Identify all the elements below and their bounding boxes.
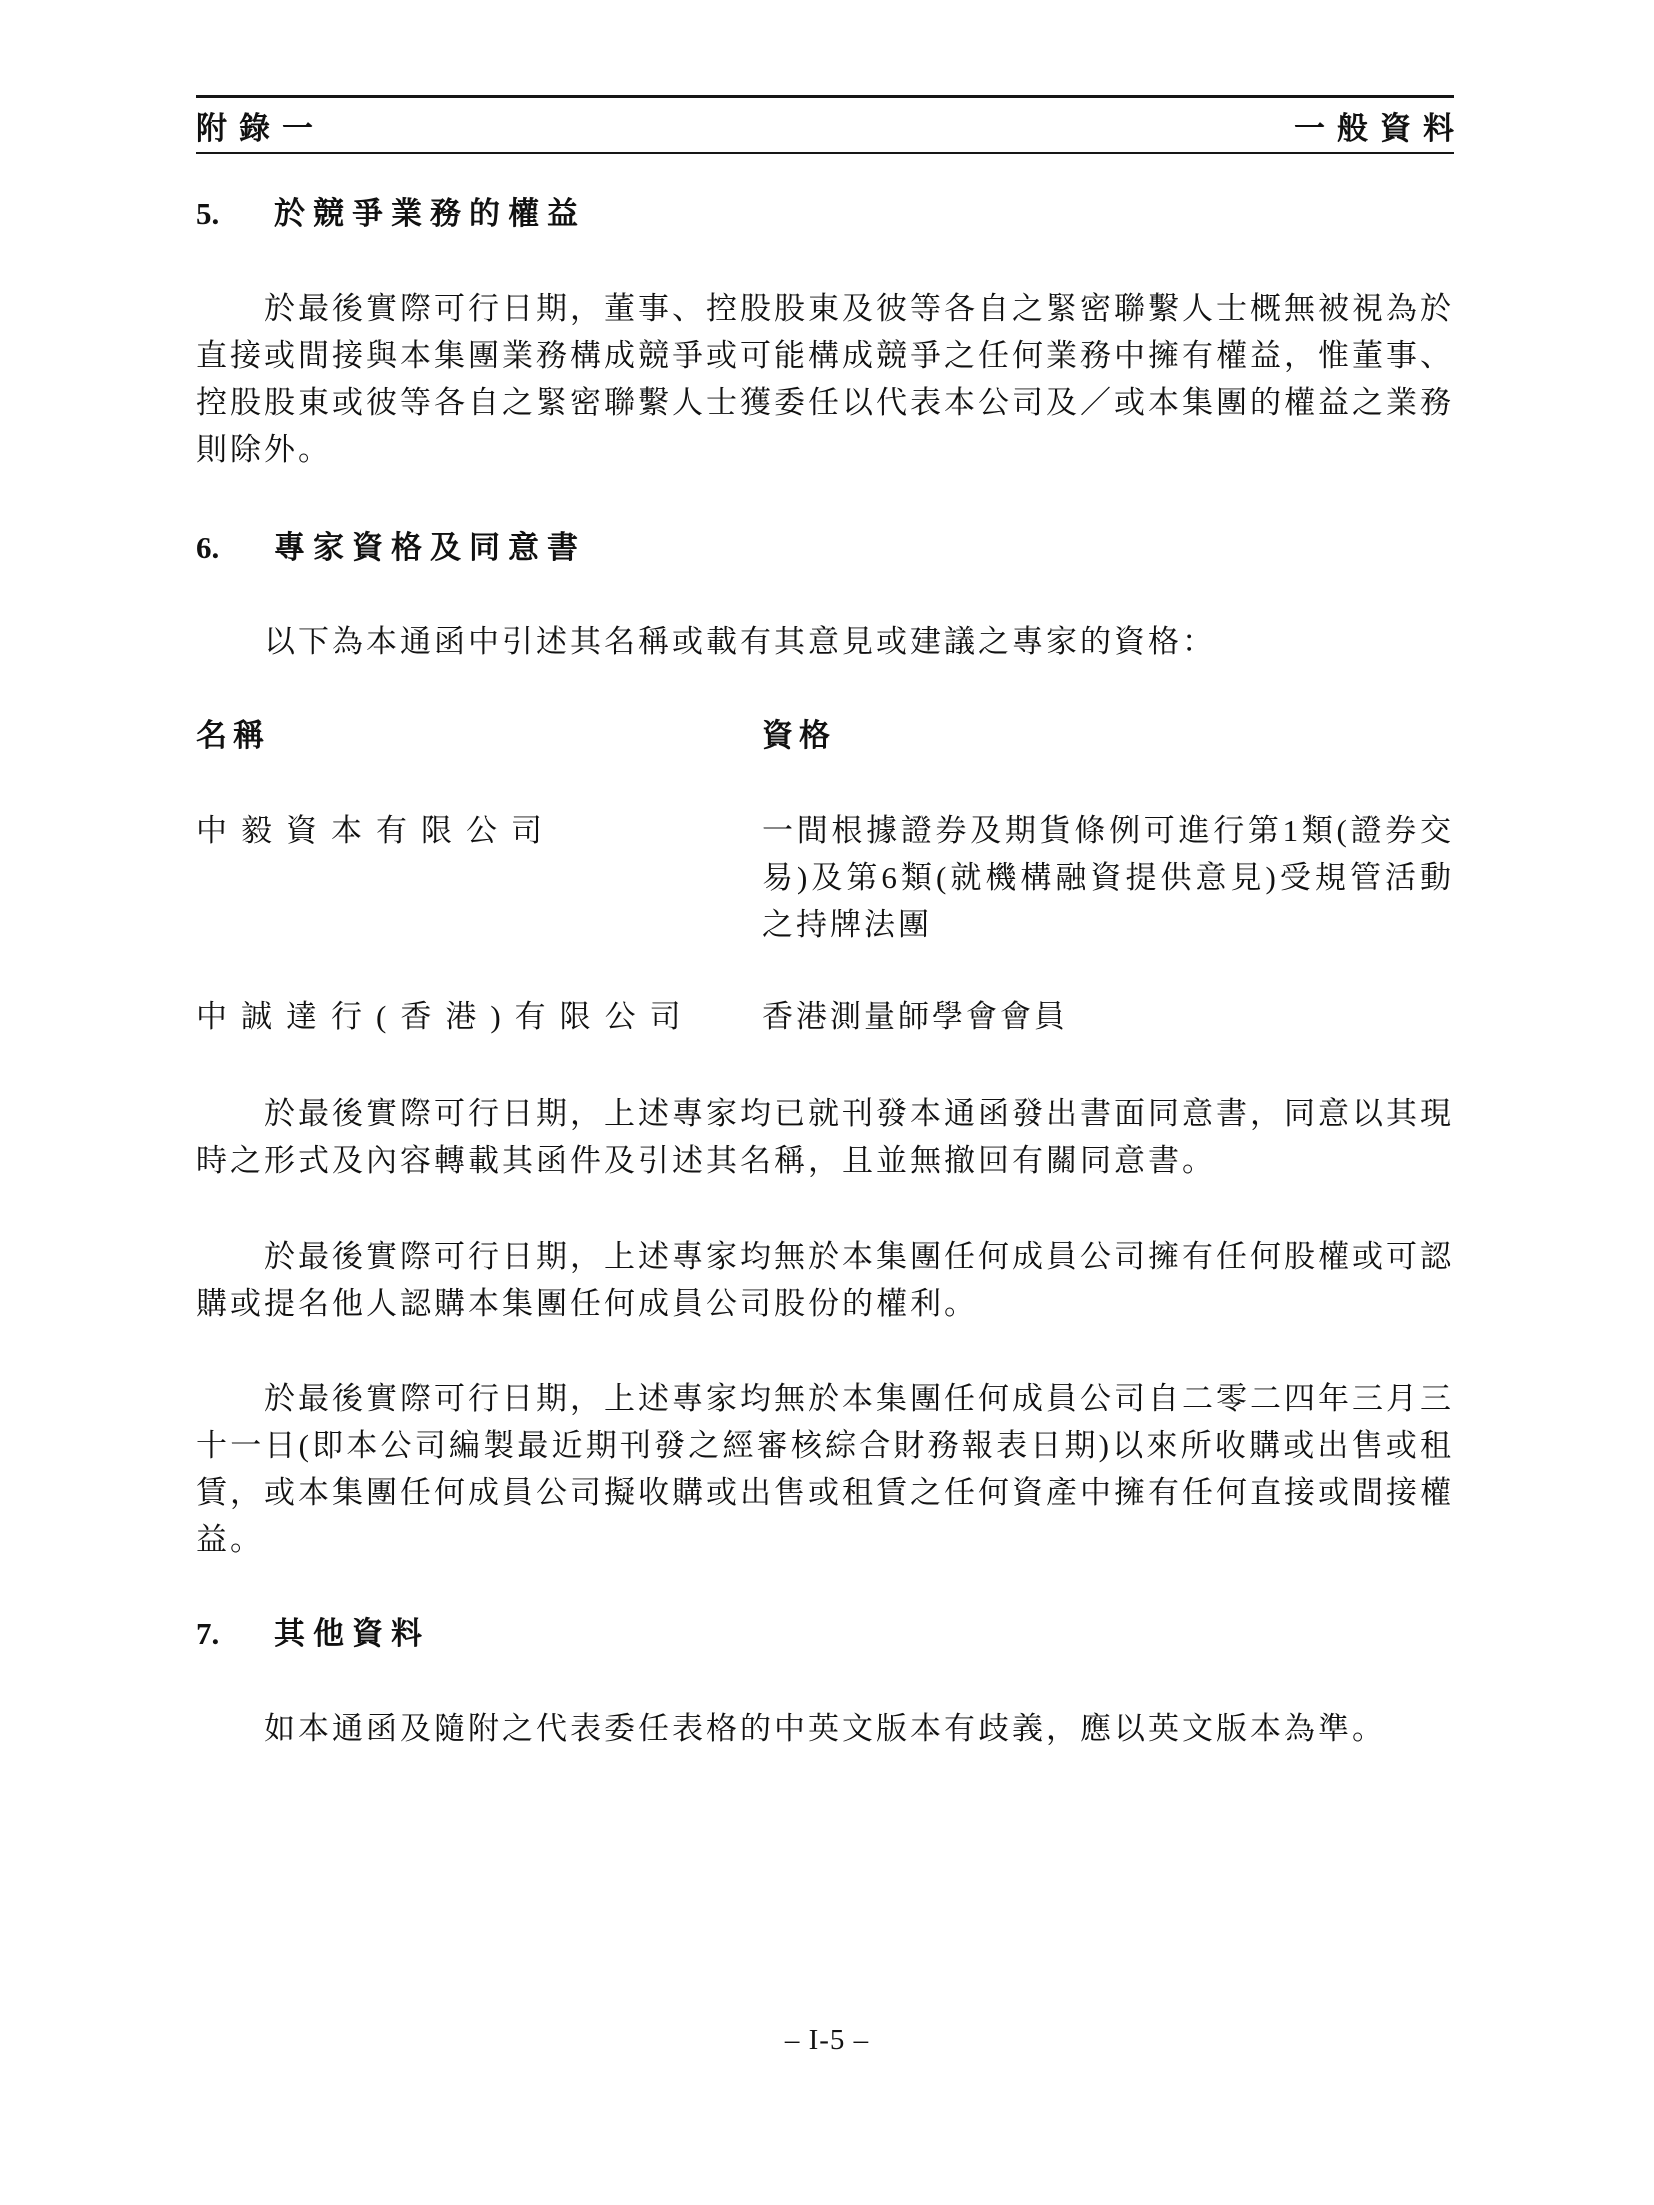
section-heading — [196, 1615, 1454, 1653]
section-experts-qualifications — [196, 529, 1454, 1563]
paragraph-no-shareholding: 於最後實際可行日期，上述專家均無於本集團任何成員公司擁有任何股權或可認購或提名他人認購本集團任何成員公司股份的權利。 — [196, 1239, 1454, 1321]
section-title: 專家資格及同意書 — [274, 530, 586, 565]
page-number: – I-5 – — [784, 2024, 870, 2056]
section-competing-business — [196, 195, 1454, 473]
paragraph-written-consent: 於最後實際可行日期，上述專家均已就刊發本通函發出書面同意書，同意以其現時之形式及內容轉載其函件及引述其名稱，且並無撤回有關同意書。 — [196, 1096, 1454, 1178]
section-heading — [196, 529, 1454, 567]
section-other-information — [196, 1615, 1454, 1752]
table-row — [196, 807, 1454, 948]
header-section-title: 一般資料 — [1294, 110, 1466, 146]
paragraph-language-prevail: 如本通函及隨附之代表委任表格的中英文版本有歧義，應以英文版本為準。 — [264, 1711, 1386, 1746]
experts-table — [196, 712, 1454, 1040]
column-header-qualification: 資格 — [762, 718, 836, 753]
section-number: 6. — [196, 530, 220, 565]
expert-qualification: 香港測量師學會會員 — [762, 999, 1068, 1034]
experts-table-header-row — [196, 712, 1454, 759]
expert-name: 中誠達行(香港)有限公司 — [196, 999, 695, 1034]
expert-qualification: 一間根據證券及期貨條例可進行第1類(證券交易)及第6類(就機構融資提供意見)受規管活動之持牌法團 — [762, 813, 1454, 942]
appendix-title: 附錄一 — [196, 110, 325, 146]
page-content — [196, 95, 1466, 1752]
page-footer — [0, 2024, 1654, 2057]
paragraph-no-asset-interest: 於最後實際可行日期，上述專家均無於本集團任何成員公司自二零二四年三月三十一日(即本公司編製最近期刊發之經審核綜合財務報表日期)以來所收購或出售或租賃，或本集團任何成員公司擬收購或出售或租賃之任何資產中擁有任何直接或間接權益。 — [196, 1381, 1454, 1557]
paragraph-competing-business: 於最後實際可行日期，董事、控股股東及彼等各自之緊密聯繫人士概無被視為於直接或間接與本集團業務構成競爭或可能構成競爭之任何業務中擁有權益，惟董事、控股股東或彼等各自之緊密聯繫人士獲委任以代表本公司及／或本集團的權益之業務則除外。 — [196, 291, 1454, 467]
table-row — [196, 993, 1454, 1040]
page-header — [196, 95, 1466, 154]
column-header-name: 名稱 — [196, 718, 270, 753]
paragraph-experts-intro: 以下為本通函中引述其名稱或載有其意見或建議之專家的資格： — [264, 624, 1216, 659]
section-title: 於競爭業務的權益 — [274, 196, 586, 231]
section-heading — [196, 195, 1454, 233]
section-number: 5. — [196, 196, 220, 231]
section-title: 其他資料 — [274, 1616, 430, 1651]
section-number: 7. — [196, 1616, 220, 1651]
expert-name: 中毅資本有限公司 — [196, 813, 556, 848]
